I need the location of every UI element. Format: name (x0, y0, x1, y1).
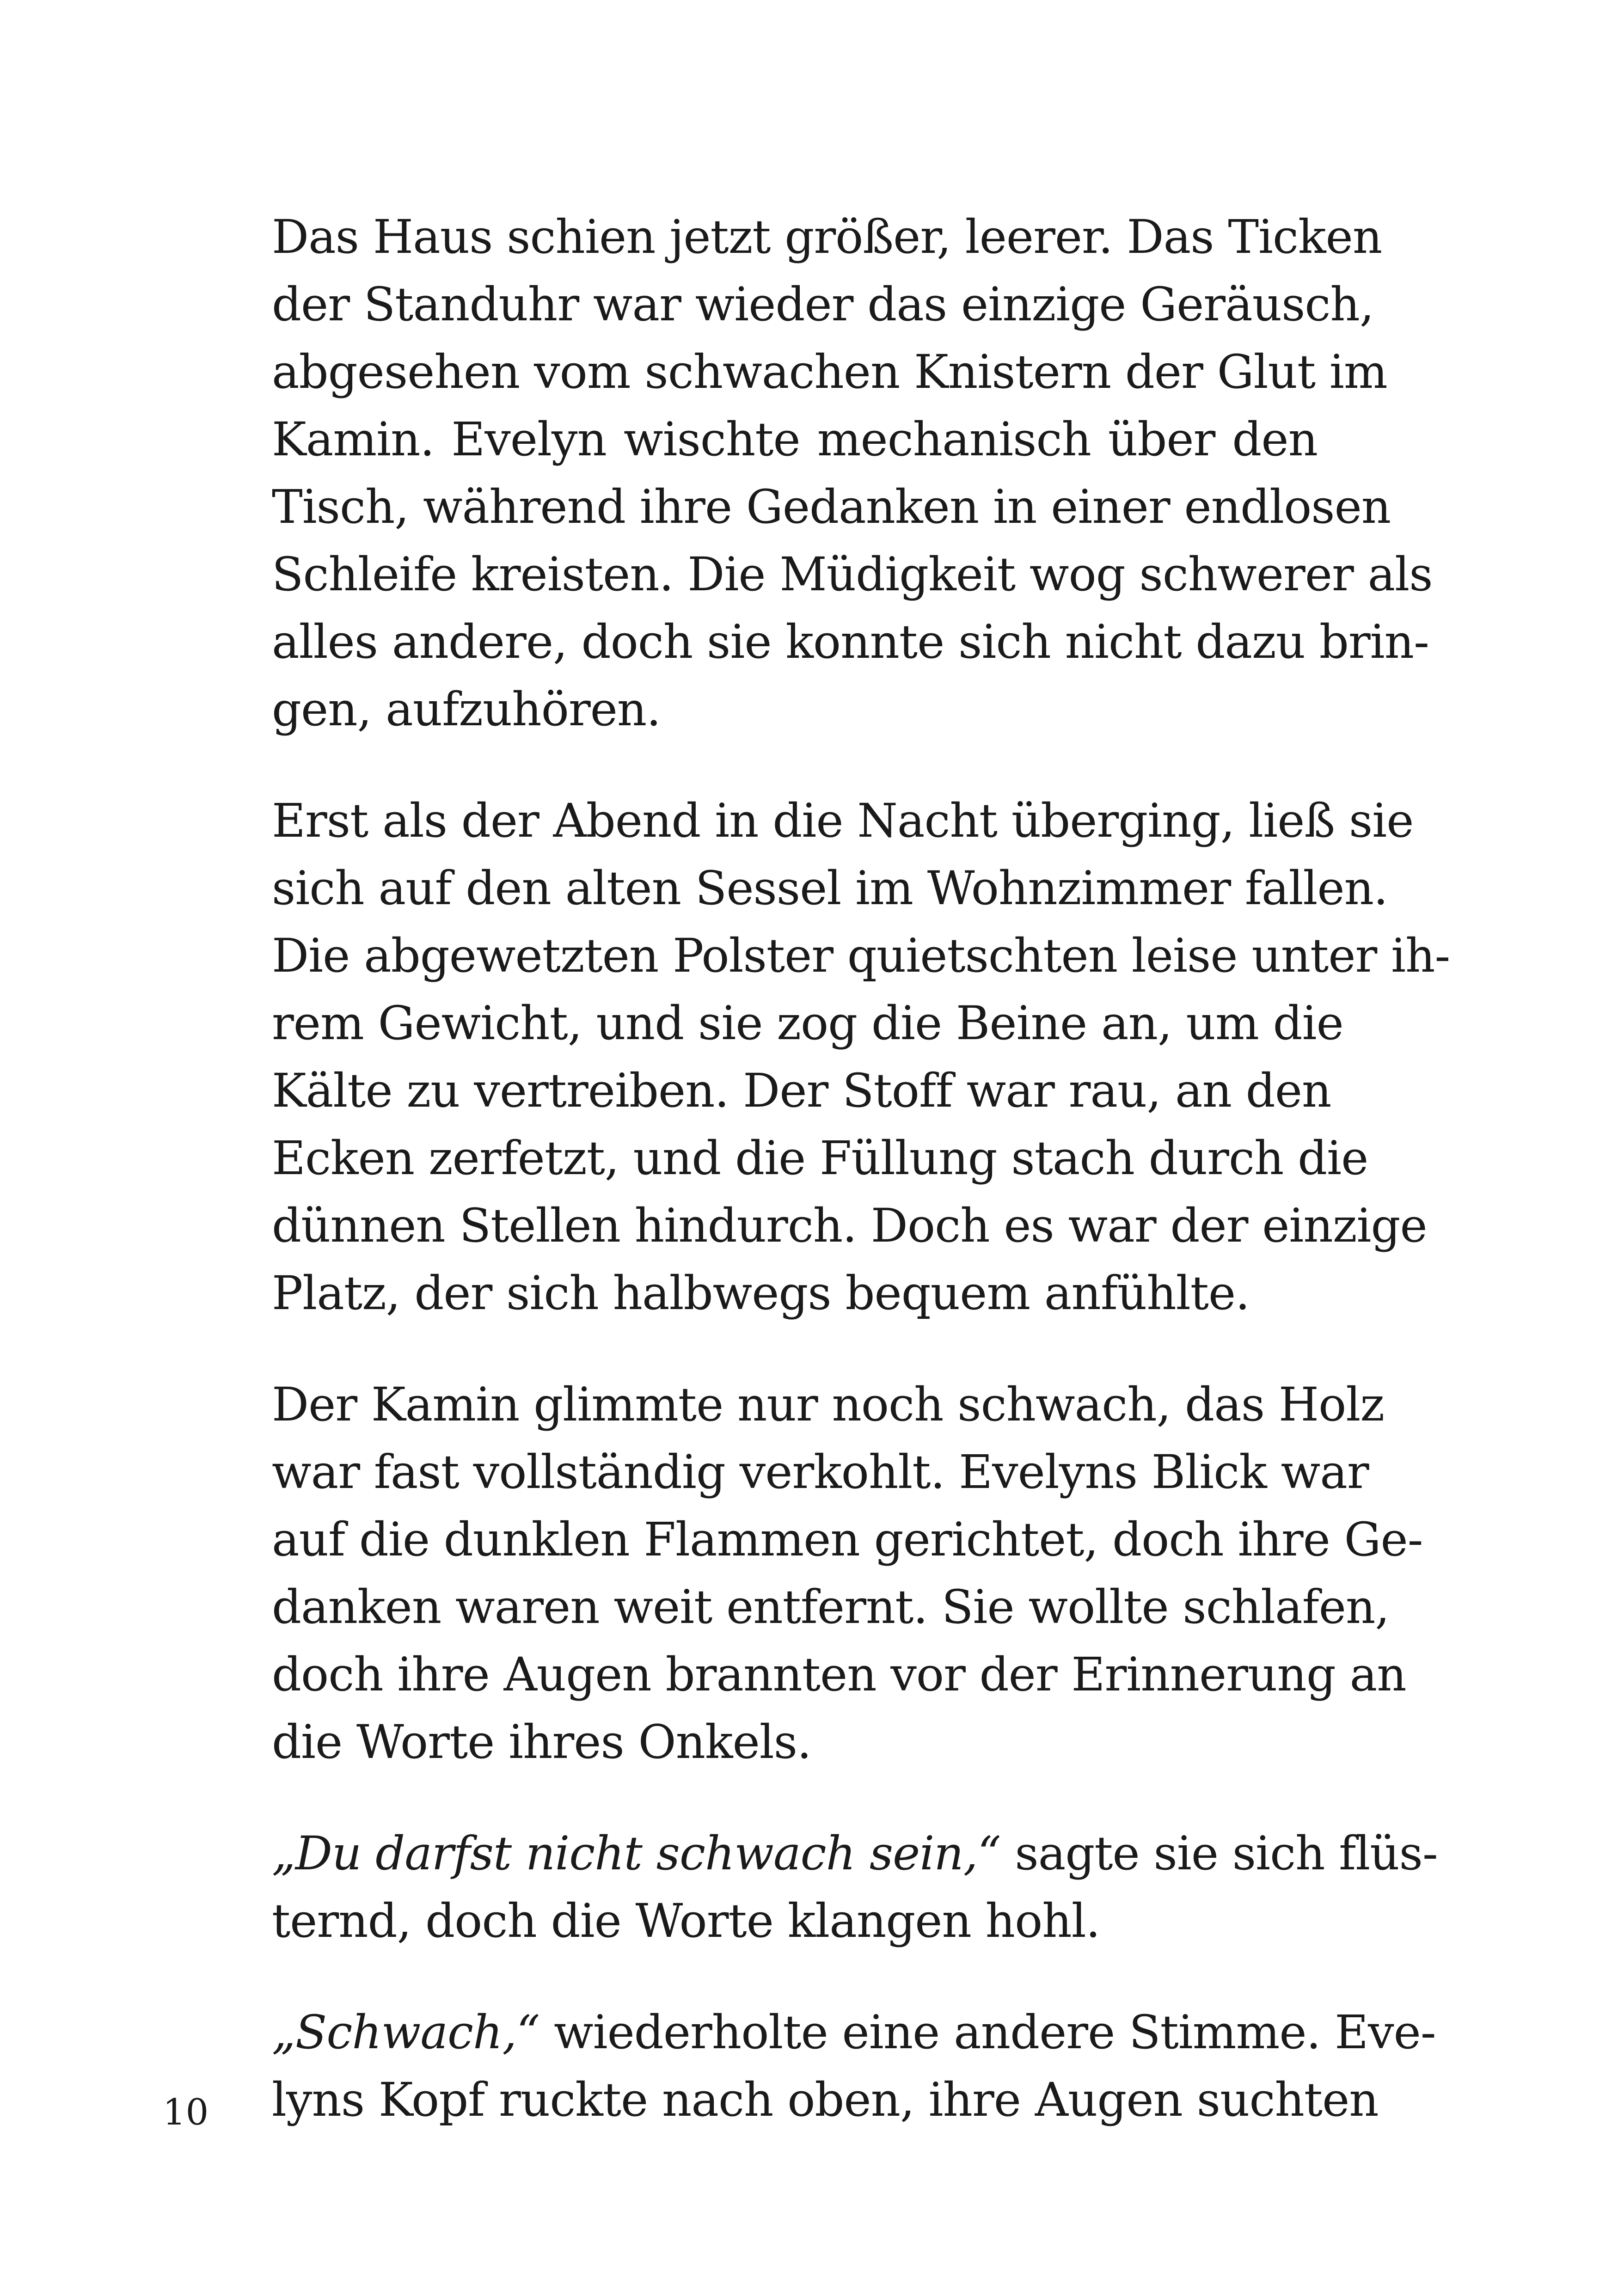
text-line: abgesehen vom schwachen Knistern der Glut im (272, 345, 1387, 399)
text-segment: wiederholte eine andere Stimme. Eve- (539, 2005, 1436, 2059)
text-line: Tisch, während ihre Gedanken in einer endlosen (272, 480, 1391, 534)
text-line (272, 1999, 1436, 2066)
text-line: Erst als der Abend in die Nacht überging, ließ sie (272, 794, 1414, 848)
text-line: alles andere, doch sie konnte sich nicht dazu brin- (272, 615, 1429, 669)
text-line: dünnen Stellen hindurch. Doch es war der einzige (272, 1199, 1427, 1253)
text-line: auf die dunklen Flammen gerichtet, doch ihre Ge- (272, 1512, 1423, 1567)
italic-quote: „Du darfst nicht schwach sein,“ (272, 1826, 1001, 1880)
paragraph-4-dialogue (272, 1820, 1438, 1955)
text-line: Kamin. Evelyn wischte mechanisch über den (272, 412, 1318, 466)
text-line: gen, aufzuhören. (272, 682, 661, 736)
text-line: war fast vollständig verkohlt. Evelyns Blick war (272, 1445, 1369, 1499)
text-line: doch ihre Augen brannten vor der Erinnerung an (272, 1647, 1406, 1702)
text-line: Ecken zerfetzt, und die Füllung stach durch die (272, 1131, 1368, 1185)
text-line: sich auf den alten Sessel im Wohnzimmer fallen. (272, 861, 1388, 915)
text-line (272, 1820, 1438, 1887)
text-line: die Worte ihres Onkels. (272, 1715, 811, 1769)
text-line: Kälte zu vertreiben. Der Stoff war rau, an den (272, 1064, 1331, 1118)
italic-quote: „Schwach,“ (272, 2005, 540, 2059)
text-line: Platz, der sich halbwegs bequem anfühlte. (272, 1266, 1250, 1320)
body-text (272, 203, 1450, 2178)
paragraph-2 (272, 787, 1450, 1327)
paragraph-5-dialogue (272, 1999, 1436, 2134)
paragraph-3 (272, 1371, 1423, 1776)
text-line: danken waren weit entfernt. Sie wollte schlafen, (272, 1580, 1390, 1634)
page-number: 10 (163, 2092, 209, 2133)
text-line: lyns Kopf ruckte nach oben, ihre Augen suchten (272, 2073, 1379, 2127)
text-segment: sagte sie sich flüs- (1000, 1826, 1438, 1880)
text-line: Das Haus schien jetzt größer, leerer. Das Ticken (272, 210, 1382, 264)
text-line: rem Gewicht, und sie zog die Beine an, um die (272, 996, 1343, 1050)
text-line: Die abgewetzten Polster quietschten leise unter ih- (272, 929, 1450, 983)
paragraph-1 (272, 203, 1433, 743)
text-line: Der Kamin glimmte nur noch schwach, das Holz (272, 1378, 1384, 1432)
text-line: Schleife kreisten. Die Müdigkeit wog schwerer als (272, 547, 1433, 601)
text-line: der Standuhr war wieder das einzige Geräusch, (272, 277, 1374, 331)
text-line: ternd, doch die Worte klangen hohl. (272, 1894, 1100, 1948)
